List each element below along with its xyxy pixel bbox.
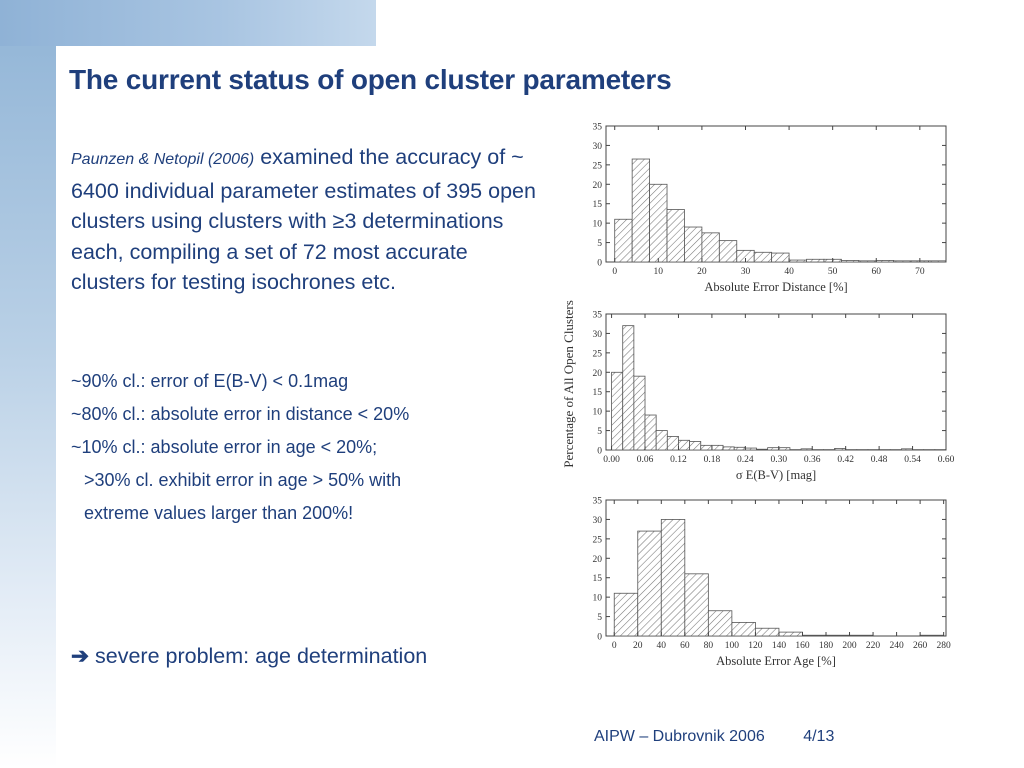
intro-paragraph [71, 142, 541, 298]
histogram-bar [678, 440, 689, 450]
y-tick-label: 20 [592, 180, 602, 191]
histogram-bar [690, 441, 701, 450]
x-axis-label: σ E(B-V) [mag] [735, 468, 817, 482]
histogram-bar [835, 448, 846, 450]
list-item: ~90% cl.: error of E(B-V) < 0.1mag [71, 371, 349, 391]
y-tick-label: 20 [592, 554, 602, 565]
x-tick-label: 50 [827, 267, 838, 277]
intro-text: examined the accuracy of ~ 6400 individual parameter estimates of 395 open clusters using clusters with ≥3 determinations each, compiling a set of 72 most accurate clusters for testing isochrones etc. [71, 145, 536, 294]
histogram-bar [745, 448, 756, 450]
histogram-bar [734, 447, 745, 450]
x-tick-label: 0.24 [737, 455, 754, 465]
page-number: 4/13 [803, 728, 835, 745]
y-tick-label: 35 [592, 310, 602, 321]
top-gradient-band [0, 0, 376, 46]
histogram-bar [789, 260, 806, 262]
y-tick-label: 30 [592, 329, 602, 340]
x-tick-label: 0 [612, 267, 618, 277]
left-gradient-band [0, 0, 56, 768]
histogram-bar [667, 436, 678, 450]
histogram-bar [859, 261, 876, 262]
histogram-bar [894, 261, 911, 262]
histogram-bar [801, 449, 812, 450]
histogram-bar [615, 219, 632, 262]
x-tick-label: 200 [842, 641, 857, 651]
list-item: extreme values larger than 200%! [84, 503, 354, 523]
histogram-bar [841, 260, 858, 262]
histogram-figure [560, 116, 960, 681]
x-tick-label: 160 [795, 641, 810, 651]
x-tick-label: 60 [871, 267, 882, 277]
list-item: ~80% cl.: absolute error in distance < 20% [71, 404, 410, 424]
x-tick-label: 0 [611, 641, 617, 651]
x-tick-label: 120 [748, 641, 763, 651]
histogram-bar [638, 531, 662, 636]
y-tick-label: 25 [592, 535, 602, 546]
histogram-bar [876, 260, 893, 262]
arrow-icon: ➔ [71, 644, 90, 668]
x-tick-label: 100 [724, 641, 740, 651]
histogram-bar [802, 635, 826, 636]
x-tick-label: 0.18 [703, 455, 721, 465]
histogram-bar [645, 415, 656, 450]
histogram-bar [768, 448, 779, 450]
histogram-bar [632, 159, 649, 262]
y-tick-label: 35 [592, 122, 602, 133]
x-tick-label: 0.54 [904, 455, 921, 465]
footer [594, 728, 834, 746]
histogram-bar [772, 253, 789, 262]
histogram-bar [756, 449, 767, 450]
footer-event: AIPW – Dubrovnik 2006 [594, 728, 765, 745]
statistics-list [71, 367, 541, 532]
x-tick-label: 280 [936, 641, 951, 651]
x-tick-label: 0.30 [770, 455, 788, 465]
histogram-bar [702, 233, 719, 262]
x-tick-label: 0.42 [837, 455, 854, 465]
x-tick-label: 0.00 [603, 455, 620, 465]
y-tick-label: 30 [592, 515, 602, 526]
histogram-bar [732, 622, 756, 636]
y-tick-label: 5 [597, 239, 602, 250]
histogram-bar [650, 184, 667, 262]
x-tick-label: 0.60 [937, 455, 955, 465]
y-tick-label: 10 [592, 407, 602, 418]
histogram-bar [623, 326, 634, 450]
x-tick-label: 20 [697, 267, 707, 277]
conclusion-line [71, 644, 427, 669]
y-tick-label: 15 [592, 574, 602, 585]
y-tick-label: 5 [597, 613, 602, 624]
y-tick-label: 0 [597, 258, 602, 269]
x-tick-label: 40 [784, 267, 794, 277]
y-tick-label: 20 [592, 368, 602, 379]
histogram-bar [701, 445, 712, 450]
x-tick-label: 180 [818, 641, 834, 651]
x-axis-label: Absolute Error Age [%] [716, 654, 836, 668]
x-tick-label: 10 [653, 267, 664, 277]
x-tick-label: 0.36 [803, 455, 821, 465]
histogram-bar [708, 611, 732, 636]
histogram-bar [634, 376, 645, 450]
x-tick-label: 70 [915, 267, 925, 277]
list-item: ~10% cl.: absolute error in age < 20%; [71, 437, 378, 457]
x-tick-label: 40 [656, 641, 667, 651]
histogram-bar [920, 635, 944, 636]
y-tick-label: 25 [592, 161, 602, 172]
histogram-bar [901, 449, 912, 450]
y-tick-label: 5 [597, 427, 602, 438]
histogram-bar [723, 447, 734, 450]
x-axis-label: Absolute Error Distance [%] [704, 280, 848, 294]
list-item: >30% cl. exhibit error in age > 50% with [84, 470, 402, 490]
y-tick-label: 15 [592, 388, 602, 399]
histogram-bar [850, 635, 874, 636]
histogram-bar [754, 252, 771, 262]
plot-frame [606, 314, 946, 450]
histogram-bar [807, 259, 824, 262]
x-tick-label: 0.48 [870, 455, 888, 465]
y-tick-label: 35 [592, 496, 602, 507]
histogram-bar [667, 210, 684, 262]
histogram-bar [684, 227, 701, 262]
histogram-bar [755, 628, 779, 636]
y-tick-label: 30 [592, 141, 602, 152]
y-tick-label: 10 [592, 219, 602, 230]
y-tick-label: 15 [592, 200, 602, 211]
histogram-bar [685, 574, 709, 636]
y-tick-label: 0 [597, 632, 602, 643]
x-tick-label: 80 [703, 641, 714, 651]
conclusion-text: severe problem: age determination [89, 644, 428, 668]
x-tick-label: 140 [771, 641, 787, 651]
distance-error-histogram [593, 123, 947, 295]
histogram-bar [826, 635, 850, 636]
y-tick-label: 25 [592, 349, 602, 360]
histogram-bar [929, 261, 946, 262]
x-tick-label: 260 [912, 641, 928, 651]
shared-y-axis-label: Percentage of All Open Clusters [561, 300, 576, 468]
x-tick-label: 0.12 [670, 455, 687, 465]
citation: Paunzen & Netopil (2006) [71, 151, 255, 168]
x-tick-label: 60 [680, 641, 690, 651]
histogram-bar [779, 448, 790, 450]
y-tick-label: 10 [592, 593, 602, 604]
slide-title: The current status of open cluster parameters [69, 64, 672, 95]
age-error-histogram [593, 497, 952, 669]
x-tick-label: 0.06 [636, 455, 654, 465]
x-tick-label: 220 [865, 641, 881, 651]
reddening-error-histogram [593, 311, 955, 483]
x-tick-label: 240 [889, 641, 904, 651]
x-tick-label: 30 [740, 267, 751, 277]
histogram-bar [612, 372, 623, 450]
x-tick-label: 20 [633, 641, 643, 651]
histogram-bar [779, 632, 803, 636]
histogram-bar [661, 519, 685, 636]
histogram-bar [719, 241, 736, 262]
histogram-bar [614, 593, 638, 636]
histogram-bar [712, 445, 723, 450]
histogram-bar [656, 431, 667, 450]
y-tick-label: 0 [597, 446, 602, 457]
